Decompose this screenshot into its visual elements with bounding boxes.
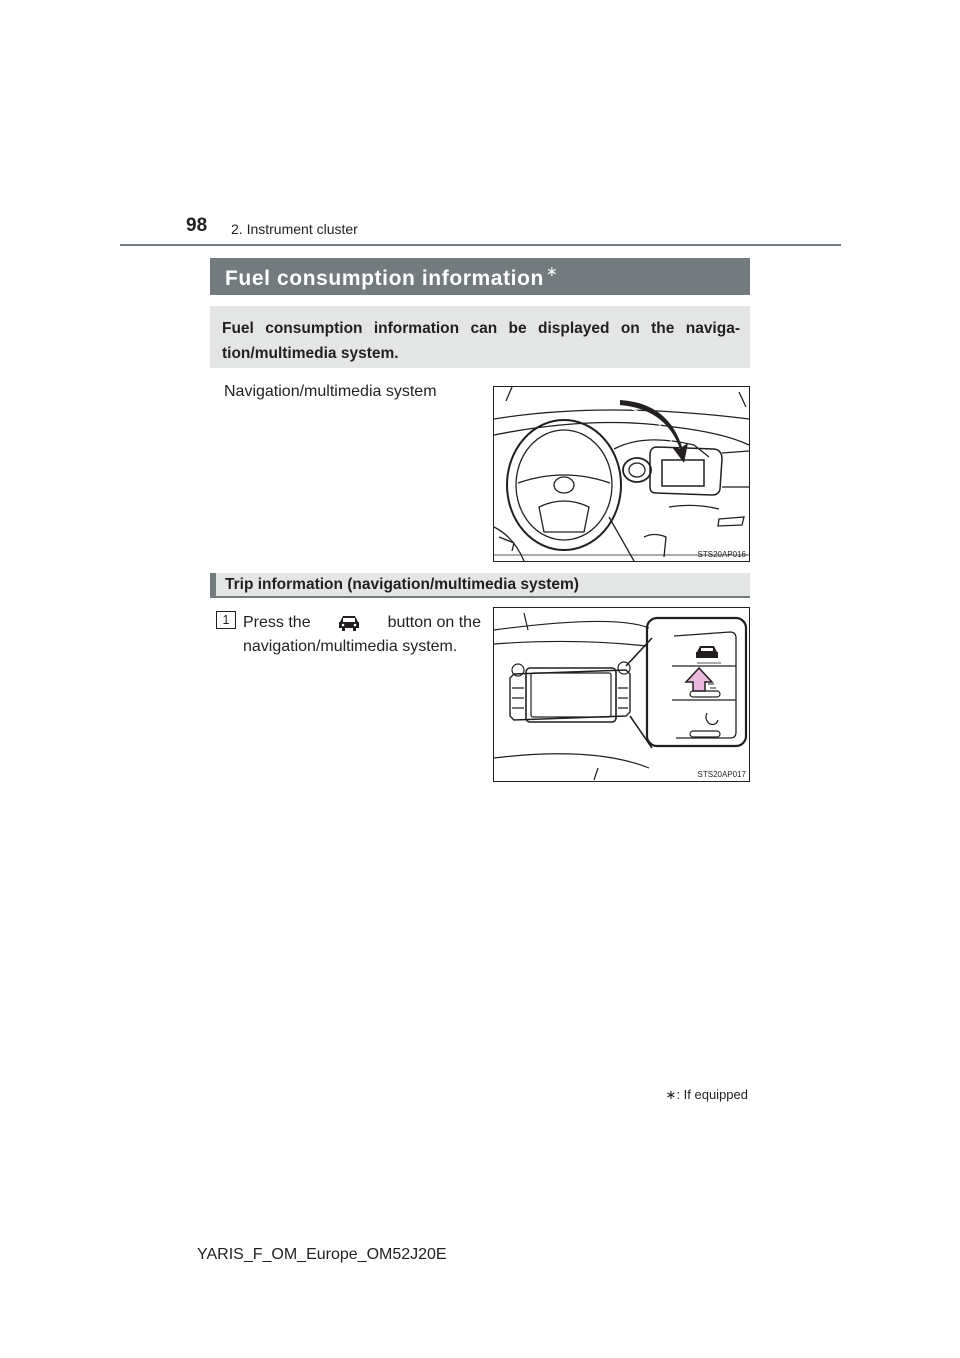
footnote-text: : If equipped [676, 1087, 748, 1102]
step-text-line2: navigation/multimedia system. [243, 638, 458, 655]
multimedia-panel-drawing [494, 608, 749, 781]
intro-box [210, 306, 750, 368]
dashboard-drawing [494, 387, 749, 561]
figure-code: STS20AP016 [697, 550, 746, 559]
car-icon [338, 614, 360, 632]
figure-code: STS20AP017 [697, 770, 746, 779]
multimedia-panel-illustration [493, 607, 750, 782]
if-equipped-marker: ∗ [545, 263, 559, 279]
page-number: 98 [186, 215, 208, 236]
footnote-marker: ∗ [665, 1087, 677, 1102]
main-heading-title: Fuel consumption information [225, 267, 544, 290]
footnote [666, 1087, 748, 1103]
step-instruction [243, 611, 481, 659]
step-text-part2: button on the [387, 614, 481, 631]
intro-text: Fuel consumption information can be displayed on the naviga-tion/multimedia system. [222, 320, 740, 362]
dashboard-illustration [493, 386, 750, 562]
header-rule [120, 244, 841, 246]
trip-info-heading: Trip information (navigation/multimedia system) [210, 573, 750, 598]
step-number: 1 [216, 611, 236, 629]
main-heading [210, 258, 750, 295]
document-id: YARIS_F_OM_Europe_OM52J20E [197, 1246, 447, 1263]
navigation-system-label: Navigation/multimedia system [224, 383, 437, 400]
section-title: 2. Instrument cluster [231, 221, 358, 237]
step-text-part1: Press the [243, 614, 311, 631]
